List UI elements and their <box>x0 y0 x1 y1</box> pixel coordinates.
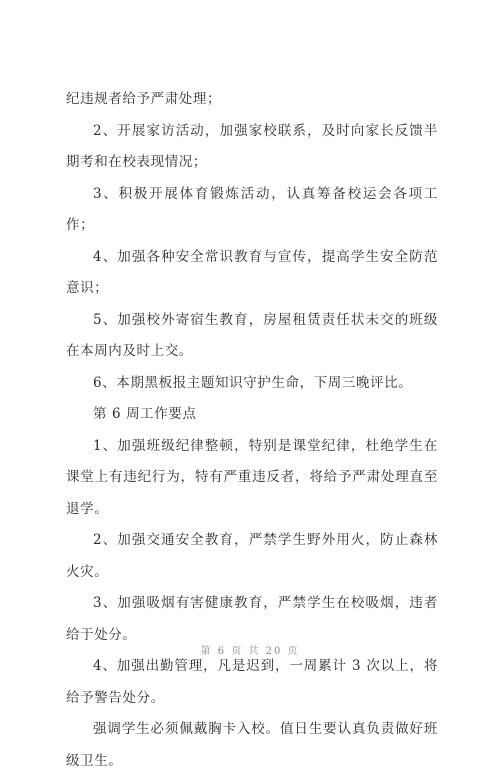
paragraph-6: 6、本期黑板报主题知识守护生命，下周三晚评比。 <box>93 374 413 391</box>
paragraph-2: 2、开展家访活动，加强家校联系，及时向家长反馈半期考和在校表现情况； <box>66 122 438 170</box>
paragraph-10: 4、加强出勤管理，凡是迟到，一周累计 3 次以上，将给予警告处分。 <box>66 658 438 706</box>
paragraph-9: 3、加强吸烟有害健康教育，严禁学生在校吸烟，违者给于处分。 <box>66 595 438 643</box>
paragraph-7: 1、加强班级纪律整顿，特别是课堂纪律，杜绝学生在课堂上有违纪行为，特有严重违反者，将给予严肃处理直至退学。 <box>66 437 438 517</box>
paragraph-5: 5、加强校外寄宿生教育，房屋租赁责任状未交的班级在本周内及时上交。 <box>66 311 438 359</box>
paragraph-3: 3、积极开展体育锻炼活动，认真筹备校运会各项工作； <box>66 185 438 233</box>
document-body <box>66 84 438 777</box>
paragraph-4: 4、加强各种安全常识教育与宣传，提高学生安全防范意识； <box>66 248 438 296</box>
section-heading: 第 6 周工作要点 <box>93 406 197 422</box>
page-number-footer: 第 6 页 共 20 页 <box>200 646 300 657</box>
paragraph-1: 纪违规者给予严肃处理； <box>66 91 222 107</box>
paragraph-8: 2、加强交通安全教育，严禁学生野外用火，防止森林火灾。 <box>66 532 438 580</box>
paragraph-11: 强调学生必须佩戴胸卡入校。值日生要认真负责做好班级卫生。 <box>66 721 438 769</box>
